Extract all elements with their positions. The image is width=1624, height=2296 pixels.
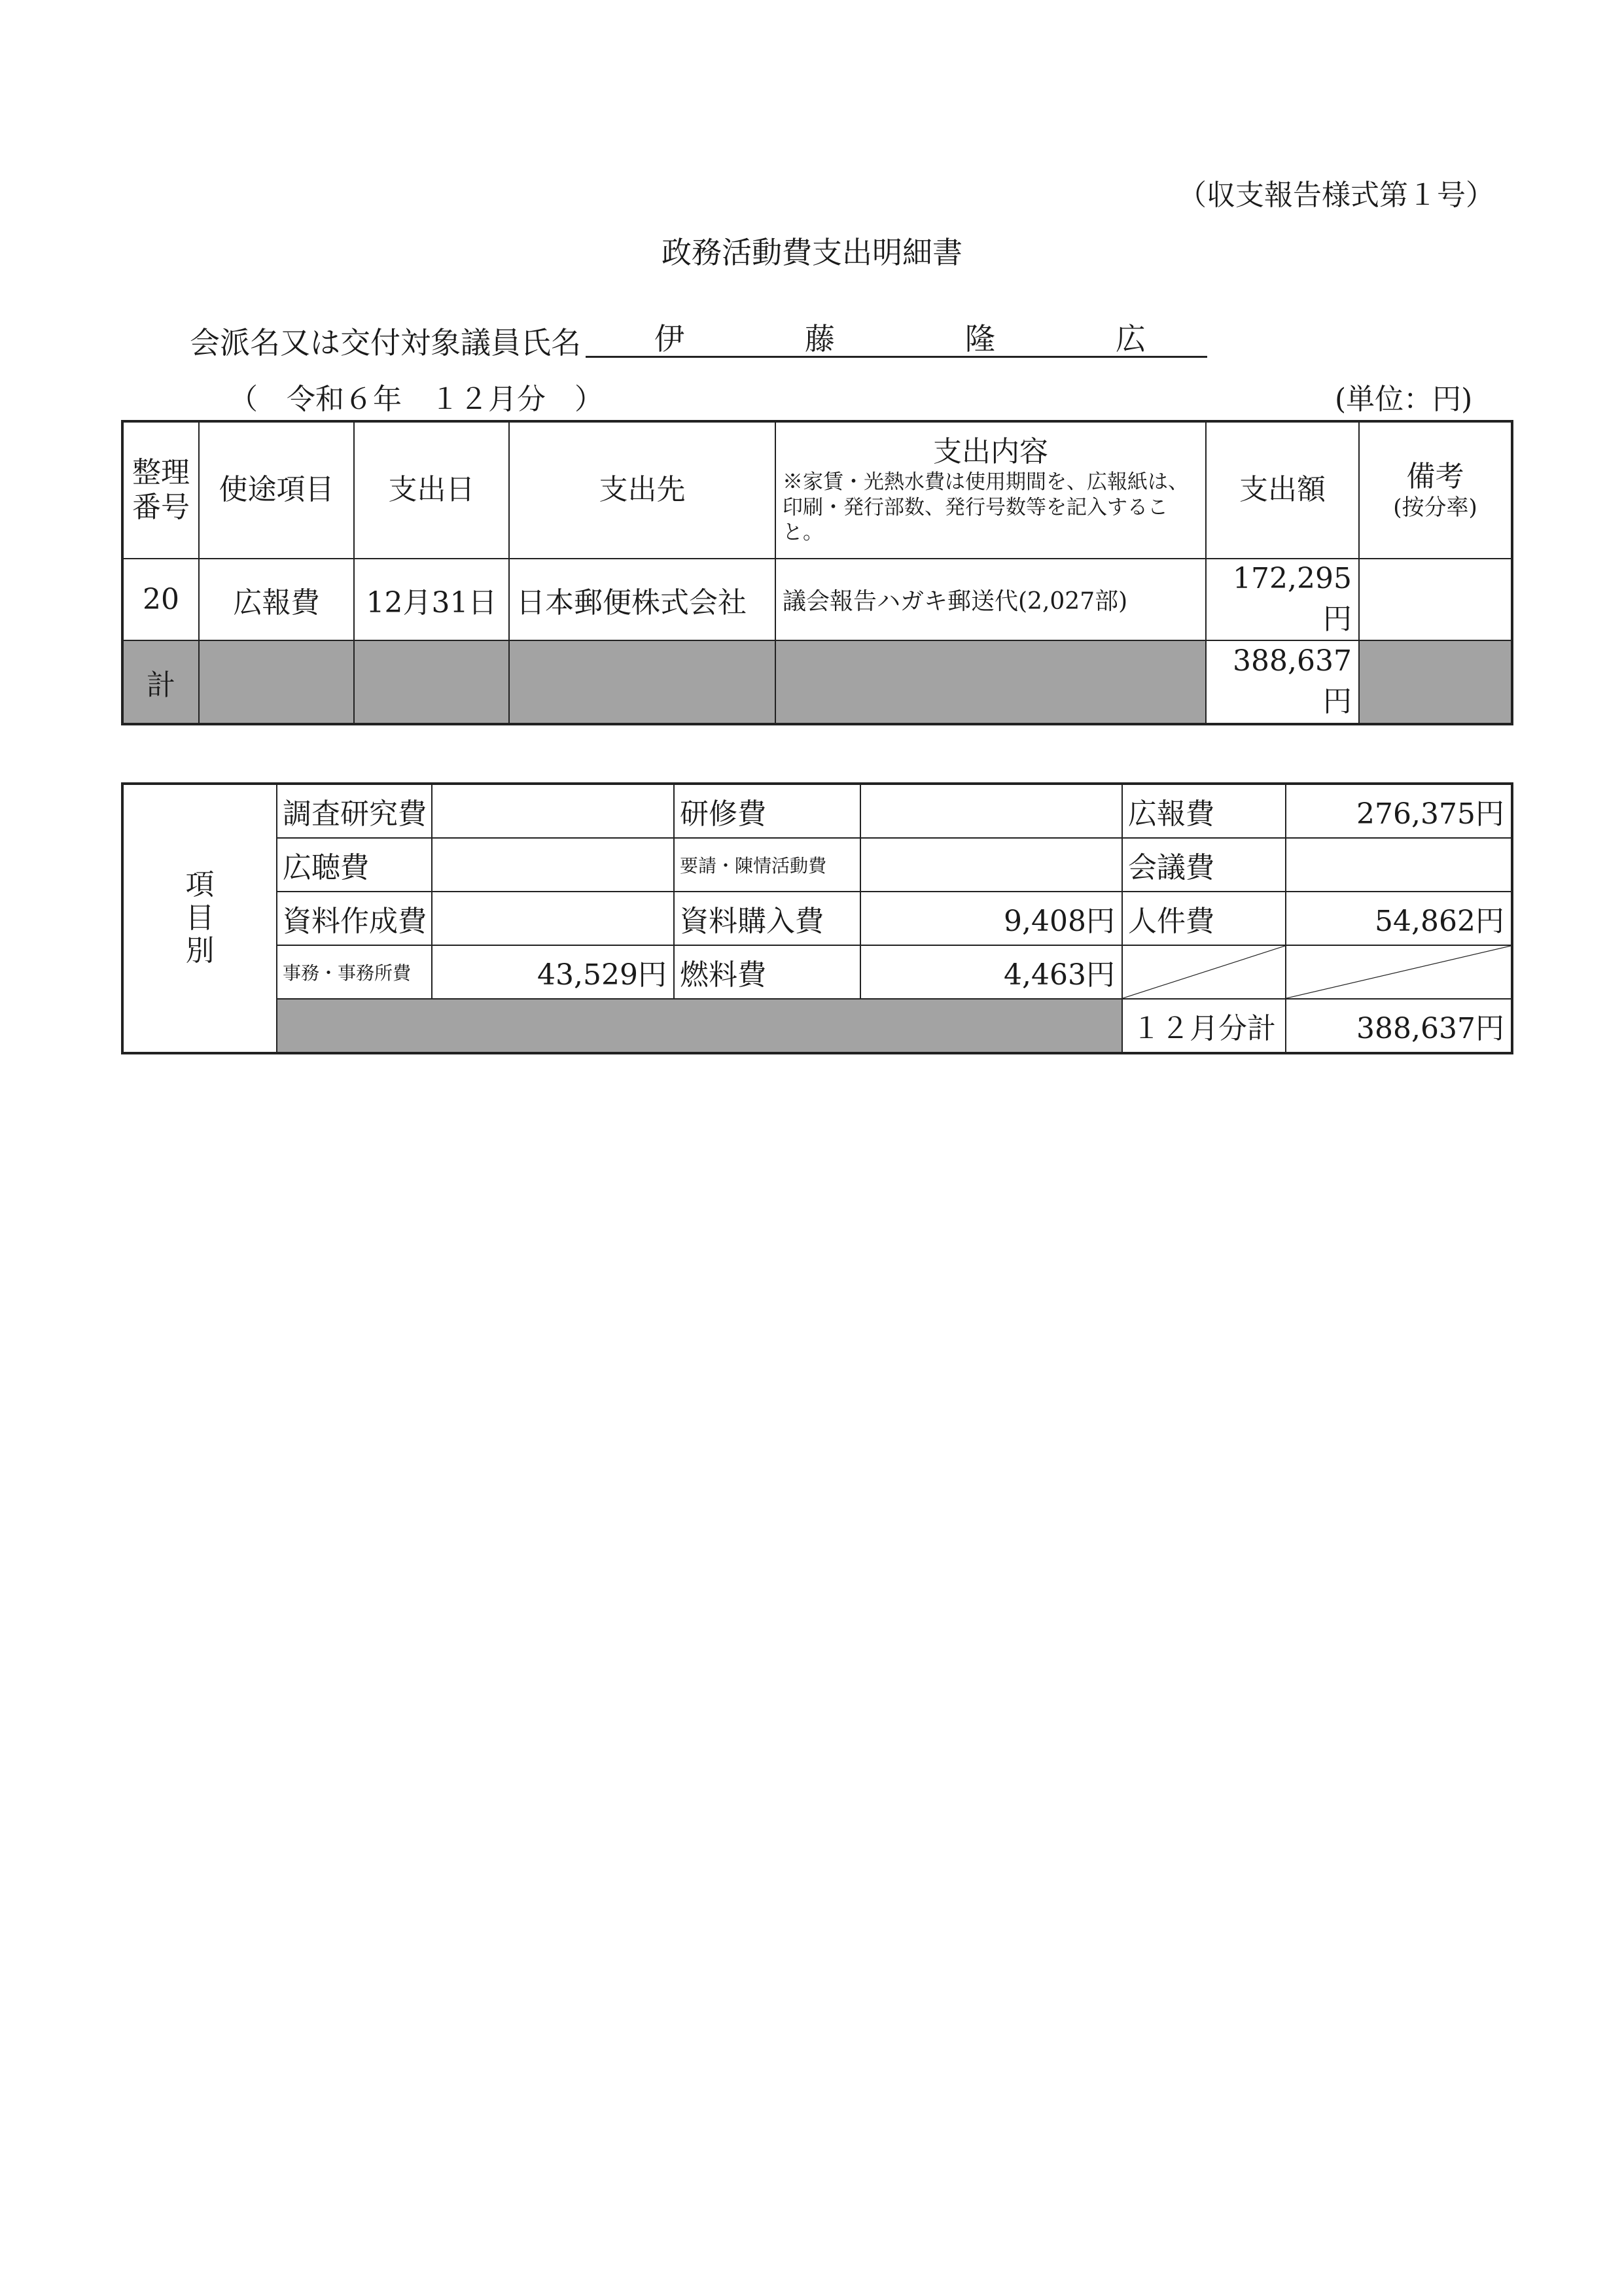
shaded-cell: [775, 640, 1206, 724]
item-value: [432, 892, 674, 945]
cell-payee: 日本郵便株式会社: [509, 559, 775, 640]
header-category: 使途項目: [199, 421, 354, 559]
name-char: 隆: [965, 321, 995, 357]
faction-name: [586, 315, 1207, 358]
header-remarks: [1359, 421, 1512, 559]
header-date: 支出日: [354, 421, 509, 559]
category-summary-table: [121, 782, 1513, 1054]
cell-content: 議会報告ハガキ郵送代(2,027部): [775, 559, 1206, 640]
summary-row: [122, 784, 1512, 838]
shaded-cell: [199, 640, 354, 724]
item-value: [432, 838, 674, 892]
header-row: [122, 421, 1512, 559]
side-label: 項目別: [122, 784, 277, 1053]
diagonal-cell: [1122, 945, 1286, 999]
item-label: 事務・事務所費: [277, 945, 432, 999]
item-label: 要請・陳情活動費: [674, 838, 860, 892]
header-no: 整理番号: [122, 421, 199, 559]
item-value: 54,862円: [1286, 892, 1512, 945]
header-payee: 支出先: [509, 421, 775, 559]
table-row: [122, 559, 1512, 640]
unit-label: (単位：円): [1335, 383, 1473, 416]
cell-category: 広報費: [199, 559, 354, 640]
item-value: [432, 784, 674, 838]
total-row: [122, 640, 1512, 724]
item-label: 資料作成費: [277, 892, 432, 945]
cell-date: 12月31日: [354, 559, 509, 640]
cell-amount: 172,295円: [1206, 559, 1359, 640]
item-value: [1286, 838, 1512, 892]
shaded-cell: [277, 999, 1122, 1053]
shaded-cell: [354, 640, 509, 724]
header-amount: 支出額: [1206, 421, 1359, 559]
item-value: 276,375円: [1286, 784, 1512, 838]
name-char: 広: [1116, 321, 1146, 357]
item-label: 資料購入費: [674, 892, 860, 945]
header-content-title: 支出内容: [933, 434, 1048, 468]
document-title: 政務活動費支出明細書: [662, 235, 962, 270]
diagonal-line: [1286, 946, 1511, 998]
summary-row: [122, 838, 1512, 892]
diagonal-line: [1123, 946, 1285, 998]
item-label: 人件費: [1122, 892, 1286, 945]
shaded-cell: [1359, 640, 1512, 724]
summary-row: [122, 945, 1512, 999]
item-value: 9,408円: [860, 892, 1122, 945]
faction-label: 会派名又は交付対象議員氏名: [190, 325, 581, 360]
month-total-label: １２月分計: [1122, 999, 1286, 1053]
total-label: 計: [122, 640, 199, 724]
cell-no: 20: [122, 559, 199, 640]
item-label: 研修費: [674, 784, 860, 838]
header-remarks-title: 備考: [1406, 459, 1464, 493]
item-value: [860, 784, 1122, 838]
shaded-cell: [509, 640, 775, 724]
report-period: （ 令和６年 １２月分 ）: [229, 383, 603, 416]
item-label: 燃料費: [674, 945, 860, 999]
expense-detail-table: [121, 420, 1513, 725]
item-value: 4,463円: [860, 945, 1122, 999]
item-label: 会議費: [1122, 838, 1286, 892]
cell-remarks: [1359, 559, 1512, 640]
header-content-note: ※家賃・光熱水費は使用期間を、広報紙は、印刷・発行部数、発行号数等を記入すること。: [783, 470, 1188, 545]
item-label: 広聴費: [277, 838, 432, 892]
month-total-value: 388,637円: [1286, 999, 1512, 1053]
header-remarks-sub: (按分率): [1393, 494, 1477, 521]
item-label: 広報費: [1122, 784, 1286, 838]
summary-row: [122, 892, 1512, 945]
header-content: [775, 421, 1206, 559]
item-value: [860, 838, 1122, 892]
total-amount: 388,637円: [1206, 640, 1359, 724]
name-char: 藤: [805, 321, 835, 357]
form-number: （収支報告様式第１号）: [1178, 179, 1494, 212]
item-label: 調査研究費: [277, 784, 432, 838]
name-char: 伊: [654, 321, 684, 357]
diagonal-cell: [1286, 945, 1512, 999]
summary-row: [122, 999, 1512, 1053]
item-value: 43,529円: [432, 945, 674, 999]
